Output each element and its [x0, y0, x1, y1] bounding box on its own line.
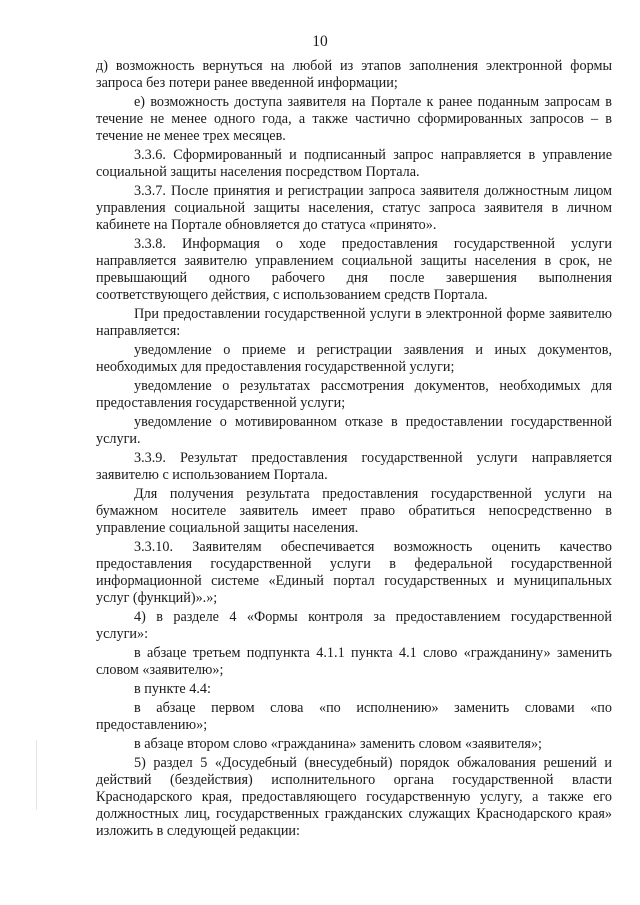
- document-body: [96, 58, 612, 840]
- paragraph: уведомление о результатах рассмотрения документов, необходимых для предоставления государственной услуги;: [96, 378, 612, 411]
- scan-margin-mark: [36, 740, 37, 810]
- paragraph: в пункте 4.4:: [134, 681, 211, 697]
- paragraph: При предоставлении государственной услуги в электронной форме заявителю направляется:: [96, 306, 612, 339]
- paragraph: е) возможность доступа заявителя на Портале к ранее поданным запросам в течение не менее одного года, а также частично сформированных запросов – в течение не менее трех месяцев.: [96, 94, 612, 144]
- page-number: 10: [312, 33, 328, 50]
- paragraph: в абзаце первом слова «по исполнению» заменить словами «по предоставлению»;: [96, 700, 612, 733]
- paragraph: 3.3.6. Сформированный и подписанный запрос направляется в управление социальной защиты населения посредством Портала.: [96, 147, 612, 180]
- paragraph: Для получения результата предоставления государственной услуги на бумажном носителе заявитель имеет право обратиться непосредственно в управление социальной защиты населения.: [96, 486, 612, 536]
- paragraph: уведомление о мотивированном отказе в предоставлении государственной услуги.: [96, 414, 612, 447]
- paragraph: 3.3.7. После принятия и регистрации запроса заявителя должностным лицом управления социальной защиты населения, статус запроса заявителя в личном кабинете на Портале обновляется до статуса «принято».: [96, 183, 612, 233]
- paragraph: 4) в разделе 4 «Формы контроля за предоставлением государственной услуги»:: [96, 609, 612, 642]
- paragraph: уведомление о приеме и регистрации заявления и иных документов, необходимых для предоставления государственной услуги;: [96, 342, 612, 375]
- paragraph: 3.3.9. Результат предоставления государственной услуги направляется заявителю с использованием Портала.: [96, 450, 612, 483]
- paragraph: в абзаце втором слово «гражданина» заменить словом «заявителя»;: [134, 736, 542, 752]
- paragraph: 3.3.8. Информация о ходе предоставления государственной услуги направляется заявителю управлением социальной защиты населения в срок, не превышающий одного рабочего дня после завершения выполнения соответствующего действия, с использованием средств Портала.: [96, 236, 612, 303]
- paragraph: в абзаце третьем подпункта 4.1.1 пункта 4.1 слово «гражданину» заменить словом «заявителю»;: [96, 645, 612, 678]
- paragraph: 5) раздел 5 «Досудебный (внесудебный) порядок обжалования решений и действий (бездействия) исполнительного органа государственной власти Краснодарского края, предоставляющего государственную услугу, а также его должностных лиц, государственных гражданских служащих Краснодарского края» изложить в следующей редакции:: [96, 755, 612, 839]
- paragraph: 3.3.10. Заявителям обеспечивается возможность оценить качество предоставления государственной услуги в федеральной государственной информационной системе «Единый портал государственных и муниципальных услуг (функций)».»;: [96, 539, 612, 606]
- paragraph: д) возможность вернуться на любой из этапов заполнения электронной формы запроса без потери ранее введенной информации;: [96, 58, 612, 91]
